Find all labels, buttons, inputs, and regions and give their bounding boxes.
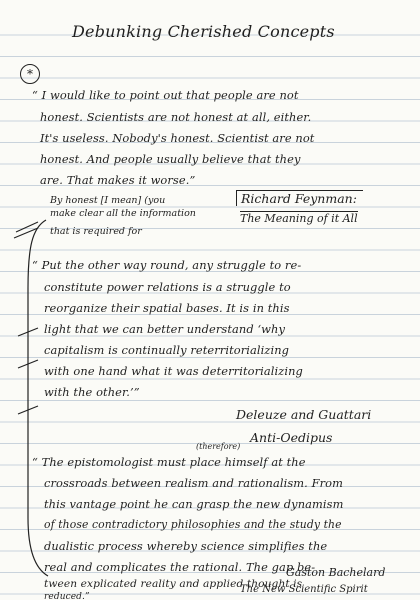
quote-line: honest. And people usually believe that they [40, 152, 301, 166]
quote-line: It's useless. Nobody's honest. Scientist are not [40, 131, 315, 145]
quote-line: tween explicated reality and applied thought is [44, 578, 303, 590]
margin-note: By honest [I mean] (you [50, 195, 166, 206]
quote-line: “ Put the other way round, any struggle to re- [32, 258, 302, 272]
page-title: Debunking Cherished Concepts [72, 22, 335, 41]
margin-note: make clear all the information [50, 208, 196, 219]
quote-line: “ I would like to point out that people are not [32, 88, 299, 102]
quote-source: Anti-Oedipus [250, 430, 333, 445]
quote-line: with the other.’” [44, 385, 140, 399]
quote-line: constitute power relations is a struggle to [44, 280, 291, 294]
insertion-note: (therefore) [196, 442, 241, 451]
quote-line: real and complicates the rational. The gap be- [44, 560, 316, 574]
quote-author: Richard Feynman: [236, 190, 363, 206]
quote-line: honest. Scientists are not honest at all, either. [40, 110, 312, 124]
quote-line: “ The epistomologist must place himself at the [32, 455, 306, 469]
quote-author: Deleuze and Guattari [236, 407, 372, 422]
margin-note: that is required for [50, 226, 142, 237]
quote-line: light that we can better understand ‘why [44, 322, 286, 336]
quote-line: capitalism is continually reterritorializing [44, 343, 290, 357]
quote-line: this vantage point he can grasp the new dynamism [44, 497, 344, 511]
quote-author: Gaston Bachelard [286, 566, 386, 579]
quote-line: crossroads between realism and rationalism. From [44, 476, 344, 490]
quote-line: are. That makes it worse.” [40, 173, 196, 187]
quote-line: reorganize their spatial bases. It is in this [44, 301, 290, 315]
quote-line: reduced.” [44, 592, 90, 600]
quote-source: The New Scientific Spirit [240, 584, 368, 595]
quote-source: The Meaning of it All [240, 212, 358, 225]
quote-line: of those contradictory philosophies and the study the [44, 518, 342, 531]
quote-line: with one hand what it was deterritorializing [44, 364, 303, 378]
star-marker-icon: * [20, 64, 40, 84]
quote-line: dualistic process whereby science simplifies the [44, 539, 328, 553]
